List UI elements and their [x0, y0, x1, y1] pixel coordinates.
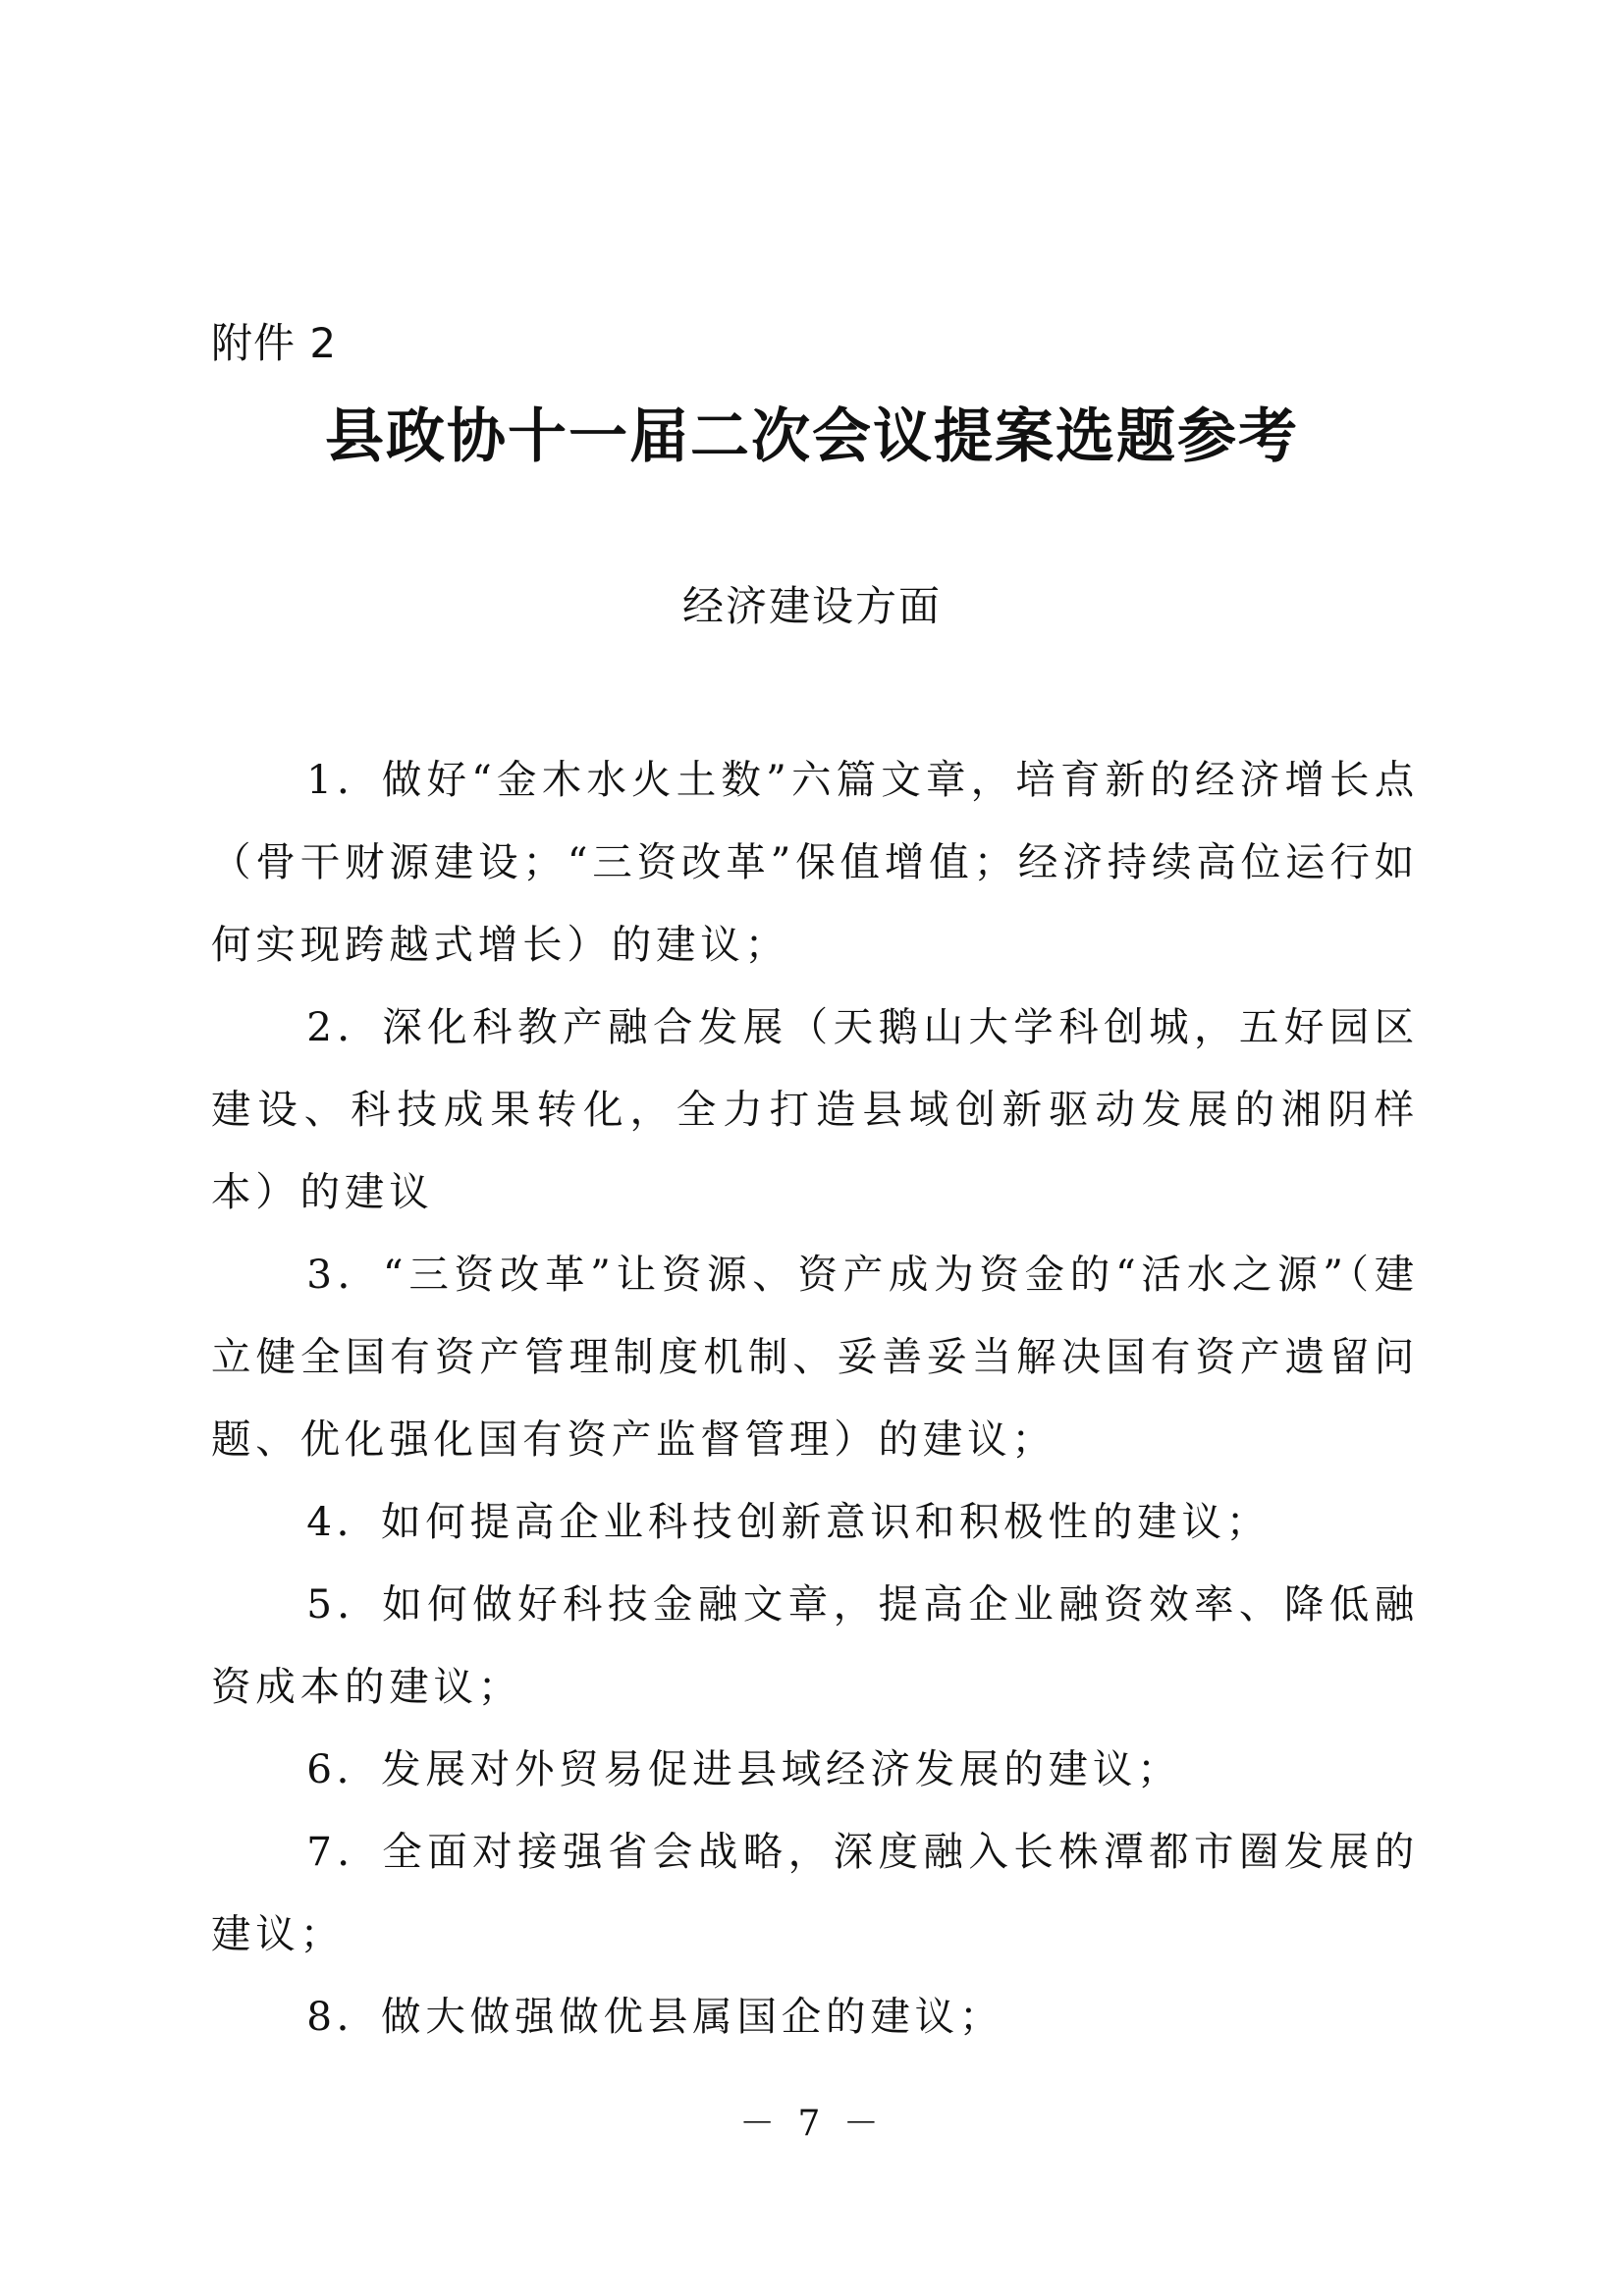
attachment-label: 附件 2: [211, 319, 338, 367]
proposal-item-1: 1．做好“金木水火土数”六篇文章，培育新的经济增长点（骨干财源建设；“三资改革”保值增值；经济持续高位运行如何实现跨越式增长）的建议；: [211, 756, 1419, 968]
proposal-list: [211, 738, 1419, 2057]
proposal-item-3: 3．“三资改革”让资源、资产成为资金的“活水之源”（建立健全国有资产管理制度机制、妥善妥当解决国有资产遗留问题、优化强化国有资产监督管理）的建议；: [211, 1251, 1419, 1463]
proposal-item-7: 7．全面对接强省会战略，深度融入长株潭都市圈发展的建议；: [211, 1828, 1419, 1957]
page-number: － 7 －: [739, 2104, 885, 2144]
proposal-item-2: 2．深化科教产融合发展（天鹅山大学科创城，五好园区建设、科技成果转化，全力打造县域创新驱动发展的湘阴样本）的建议: [211, 1003, 1419, 1215]
proposal-item-8: 8．做大做强做优县属国企的建议；: [306, 1993, 1004, 2040]
document-title: 县政协十一届二次会议提案选题参考: [325, 402, 1299, 471]
proposal-item-5: 5．如何做好科技金融文章，提高企业融资效率、降低融资成本的建议；: [211, 1580, 1419, 1710]
proposal-item-6: 6．发展对外贸易促进县域经济发展的建议；: [306, 1745, 1182, 1792]
proposal-item-4: 4．如何提高企业科技创新意识和积极性的建议；: [306, 1498, 1272, 1545]
section-title: 经济建设方面: [681, 582, 942, 630]
